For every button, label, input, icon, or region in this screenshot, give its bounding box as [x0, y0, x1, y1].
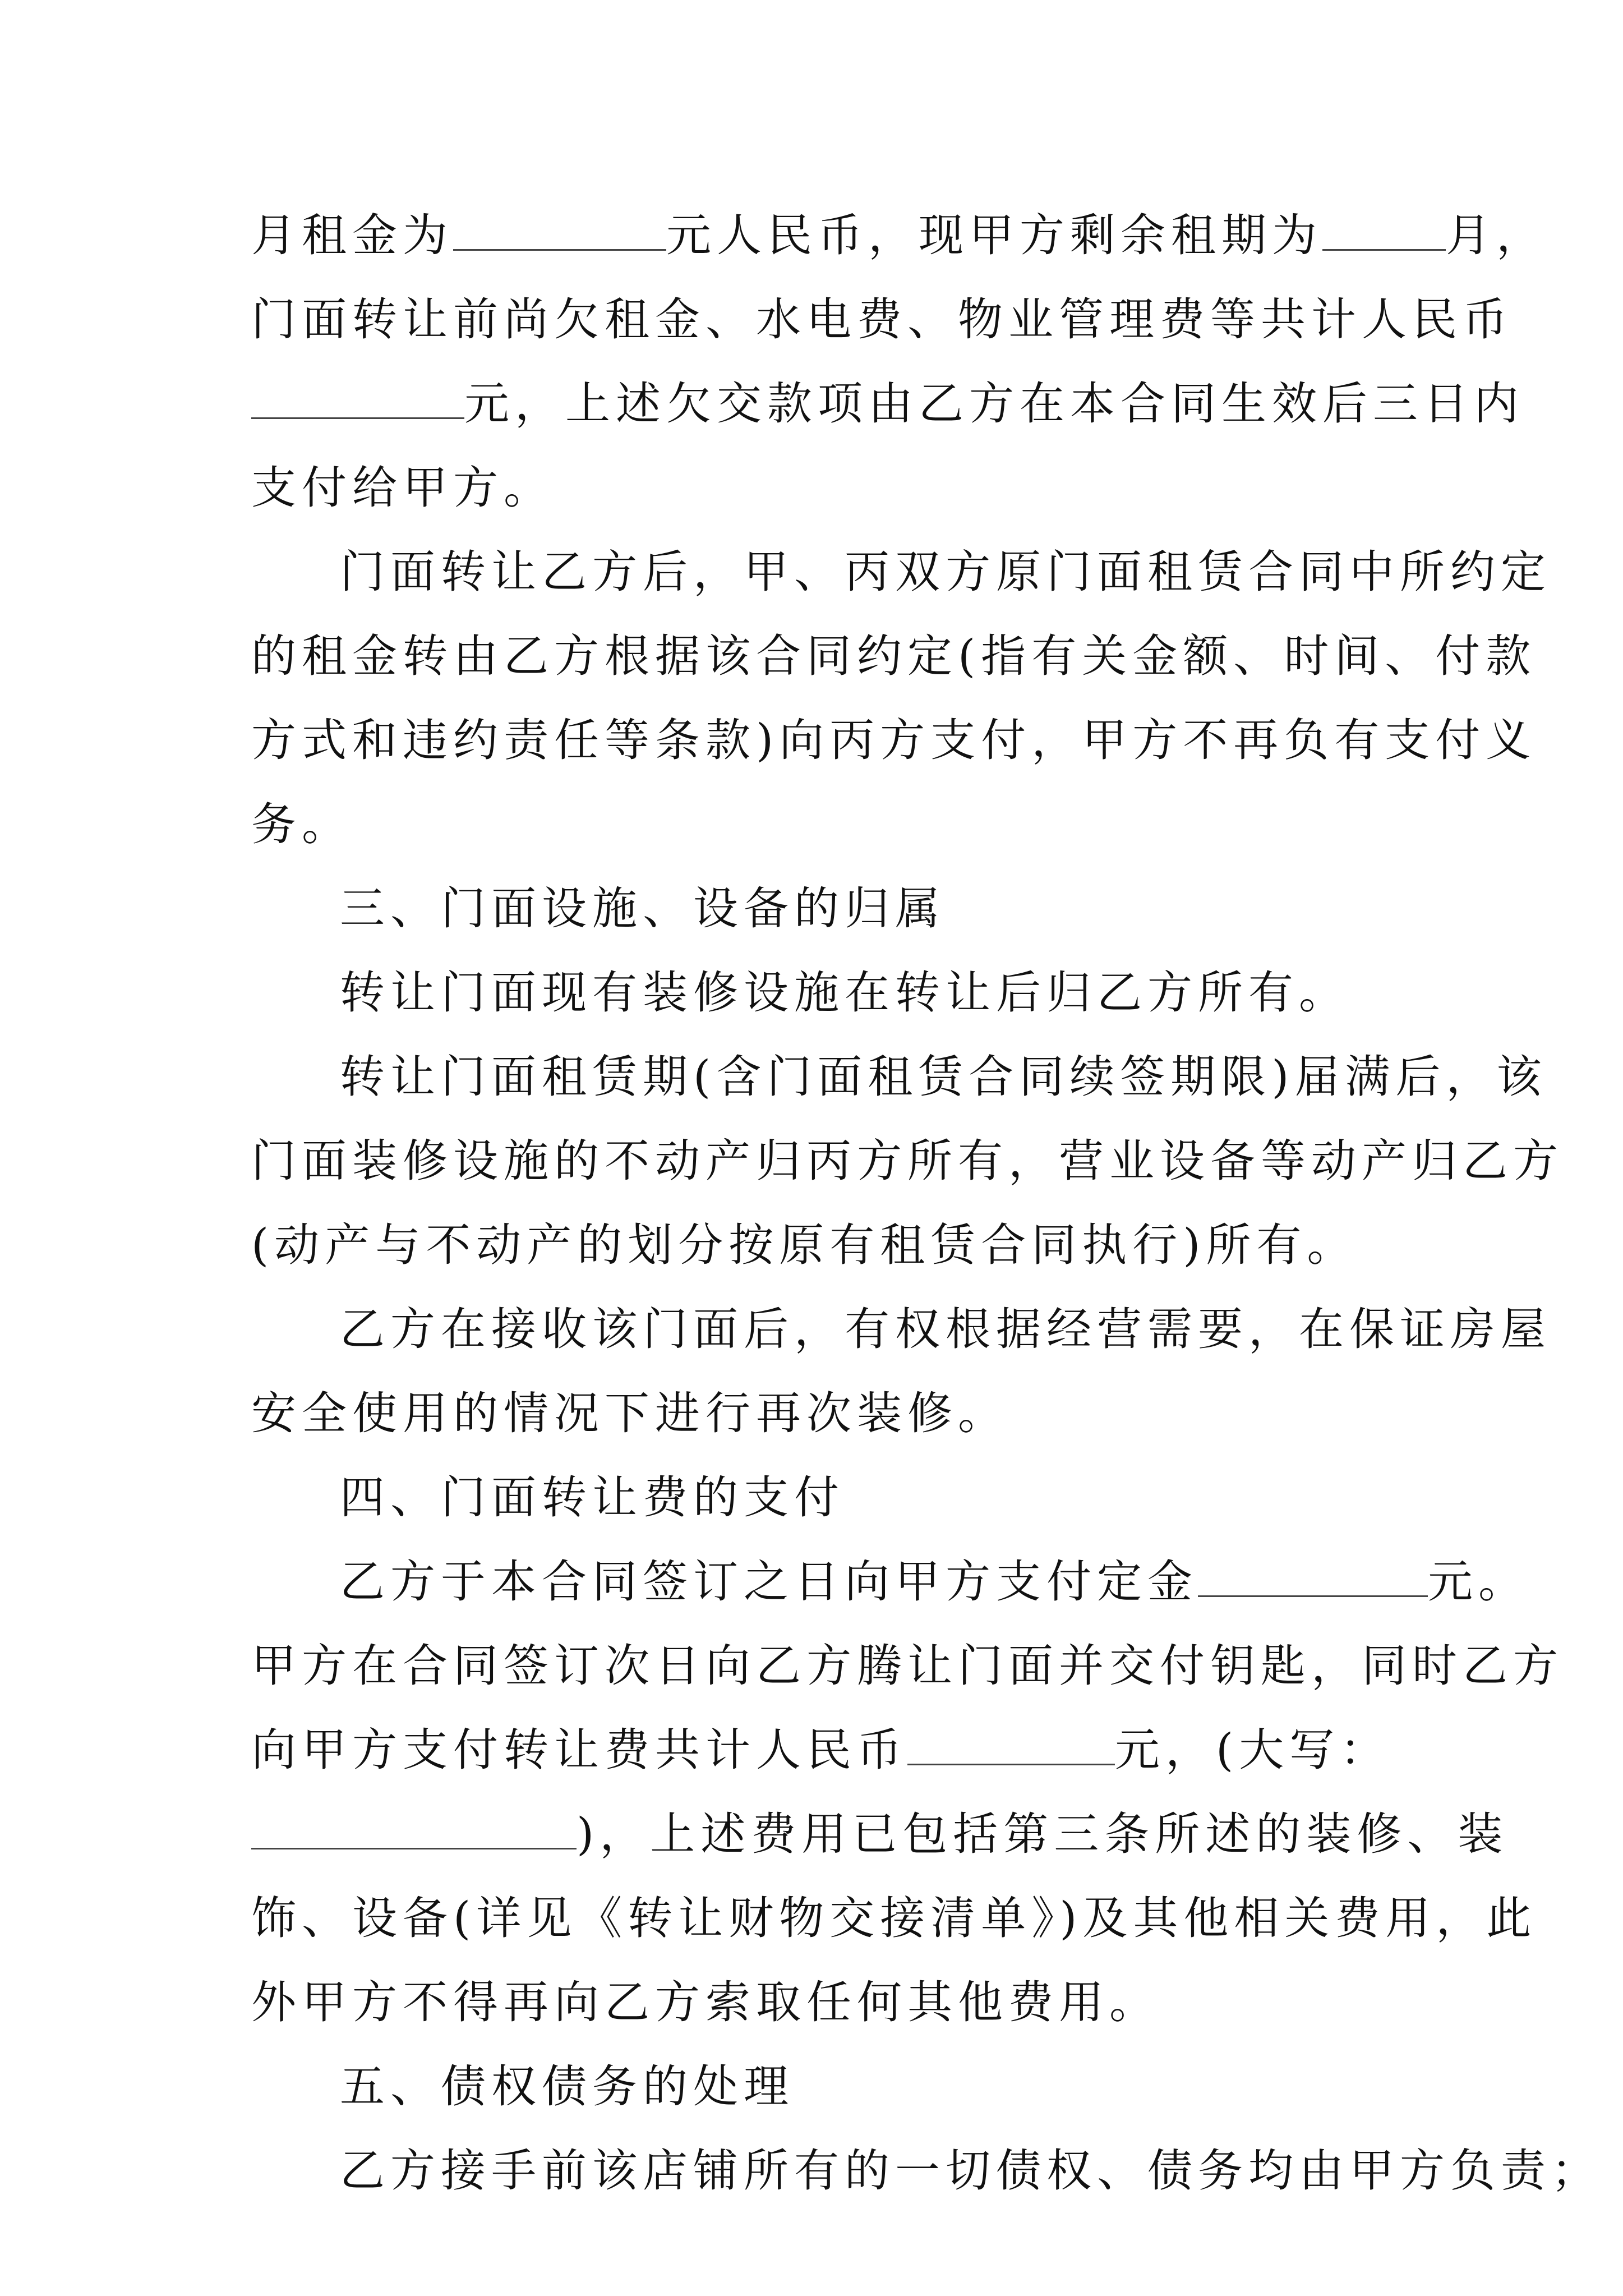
text-line: 门面装修设施的不动产归丙方所有，营业设备等动产归乙方	[251, 1135, 1564, 1187]
text-line: 外甲方不得再向乙方索取任何其他费用。	[251, 1976, 1160, 2028]
text-segment: 向甲方支付转让费共计人民币	[251, 1724, 907, 1776]
document-page	[251, 209, 1602, 2233]
paragraph-start: 乙方在接收该门面后，有权根据经营需要，在保证房屋	[340, 1303, 1551, 1355]
text-line: 门面转让前尚欠租金、水电费、物业管理费等共计人民币	[251, 293, 1513, 346]
fill-in-blank-arrears-amount	[251, 383, 464, 419]
paragraph-start: 门面转让乙方后，甲、丙双方原门面租赁合同中所约定	[340, 546, 1551, 598]
text-segment: )，上述费用已包括第三条所述的装修、装	[577, 1808, 1509, 1860]
text-segment: 月租金为	[251, 209, 453, 261]
text-line	[251, 378, 1524, 466]
text-line: (动产与不动产的划分按原有租赁合同执行)所有。	[251, 1219, 1358, 1271]
text-segment: 元。	[1428, 1556, 1529, 1608]
text-line	[251, 1724, 1391, 1812]
text-line: 甲方在合同签订次日向乙方腾让门面并交付钥匙，同时乙方	[251, 1640, 1564, 1692]
text-line: 支付给甲方。	[251, 462, 554, 514]
fill-in-blank-transfer-fee	[907, 1729, 1115, 1765]
paragraph-start	[251, 1556, 1529, 1644]
text-line: 方式和违约责任等条款)向丙方支付，甲方不再负有支付义	[251, 714, 1537, 766]
section-heading: 四、门面转让费的支付	[340, 1471, 845, 1524]
paragraph-start: 转让门面现有装修设施在转让后归乙方所有。	[340, 967, 1349, 1019]
text-line: 的租金转由乙方根据该合同约定(指有关金额、时间、付款	[251, 630, 1537, 682]
text-line: 饰、设备(详见《转让财物交接清单》)及其他相关费用，此	[251, 1892, 1537, 1944]
fill-in-blank-amount-in-words	[251, 1813, 577, 1849]
paragraph-start: 乙方接手前该店铺所有的一切债权、债务均由甲方负责；	[340, 2145, 1602, 2197]
text-segment: 元，(大写：	[1115, 1724, 1391, 1776]
text-segment: 元人民币，现甲方剩余租期为	[666, 209, 1322, 261]
text-line	[251, 1808, 1509, 1896]
text-line	[251, 209, 1547, 297]
text-segment: 乙方于本合同签订之日向甲方支付定金	[340, 1556, 1198, 1608]
text-line: 安全使用的情况下进行再次装修。	[251, 1387, 1008, 1439]
fill-in-blank-deposit	[1198, 1561, 1428, 1597]
section-heading: 五、债权债务的处理	[340, 2060, 794, 2113]
section-heading: 三、门面设施、设备的归属	[340, 882, 946, 935]
paragraph-start: 转让门面租赁期(含门面租赁合同续签期限)届满后，该	[340, 1051, 1547, 1103]
text-segment: 月，	[1446, 209, 1547, 261]
text-line: 务。	[251, 798, 352, 850]
fill-in-blank-monthly-rent	[453, 214, 666, 251]
text-segment: 元，上述欠交款项由乙方在本合同生效后三日内	[464, 378, 1524, 430]
fill-in-blank-remaining-term	[1322, 214, 1446, 251]
